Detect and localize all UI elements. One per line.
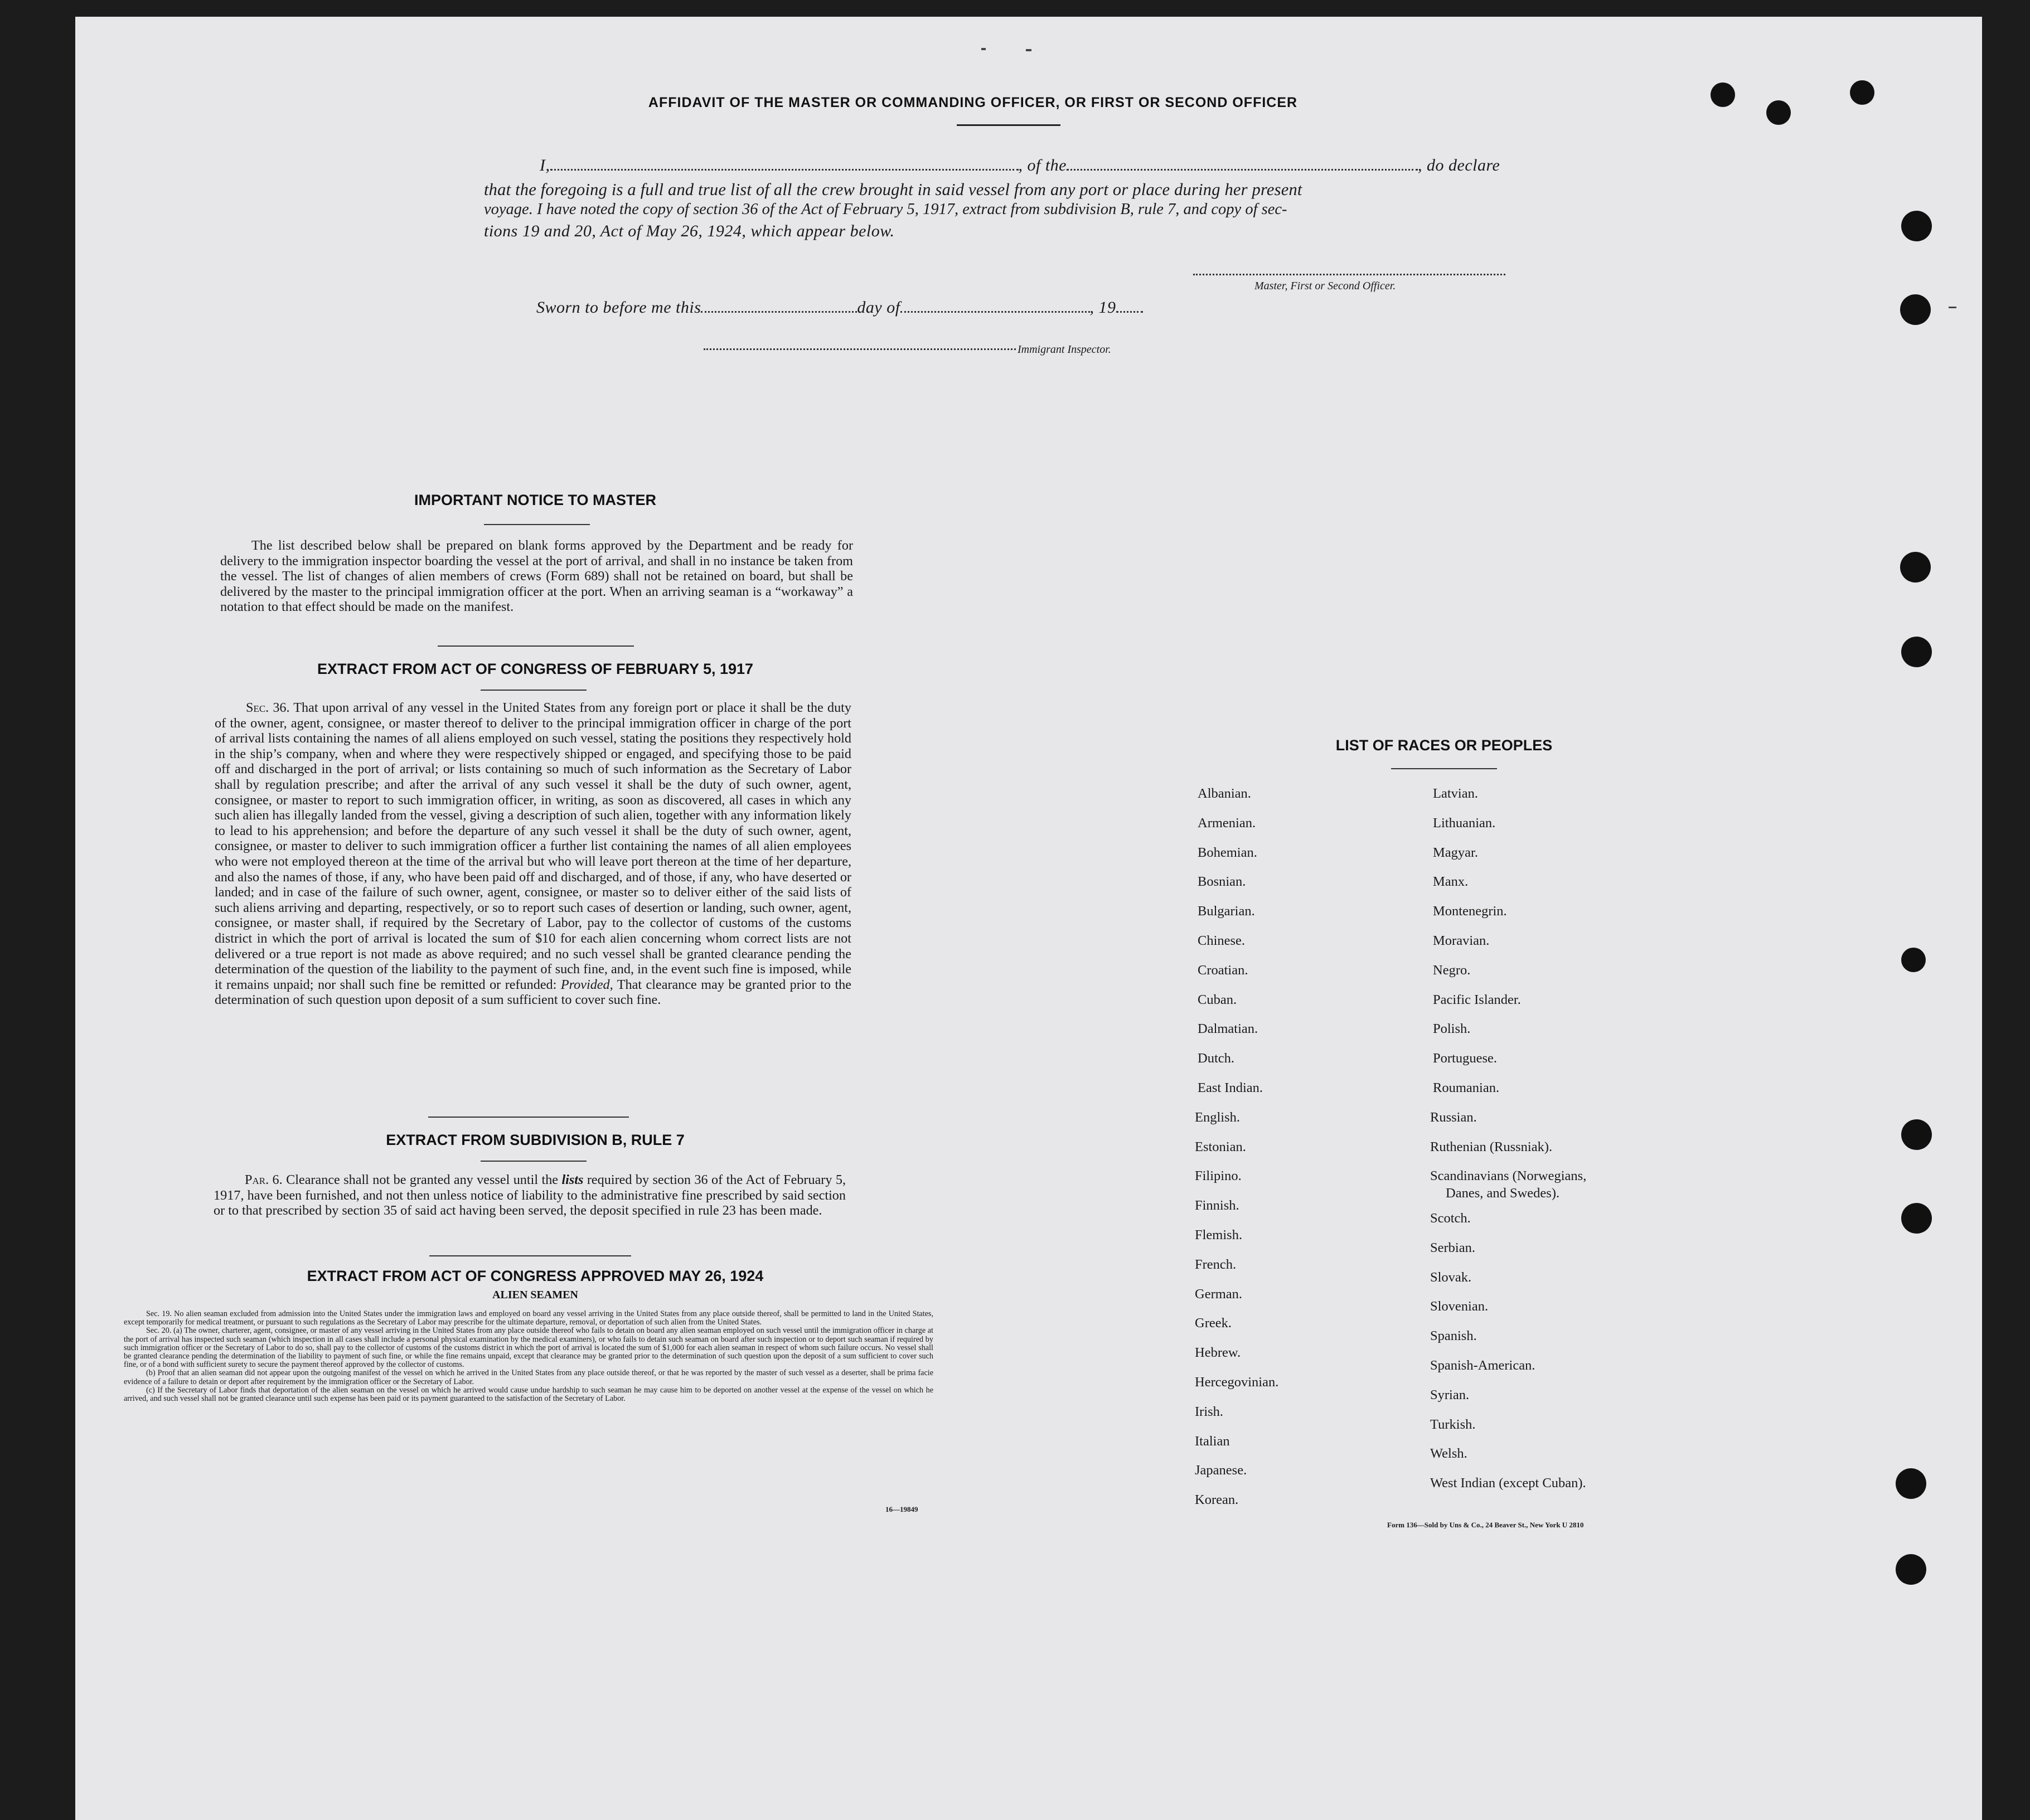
master-signature-line[interactable] — [1193, 273, 1505, 275]
race-item: East Indian. — [1198, 1080, 1263, 1095]
master-signature-label: Master, First or Second Officer. — [1254, 280, 1396, 292]
alien-seamen-subtitle: ALIEN SEAMEN — [492, 1289, 578, 1301]
race-item: Welsh. — [1430, 1446, 1467, 1462]
race-item: Croatian. — [1198, 962, 1248, 978]
subdivision-text — [214, 1172, 846, 1219]
race-item: Moravian. — [1433, 933, 1490, 948]
race-item: Bohemian. — [1198, 845, 1257, 860]
par-6-text-a: Clearance shall not be granted any vessel until the — [286, 1172, 559, 1187]
declaration-i: I, — [540, 156, 550, 174]
punch-hole — [1901, 948, 1926, 972]
sworn-day-field[interactable] — [701, 300, 857, 313]
sec-36-body: That upon arrival of any vessel in the United States from any foreign port or place it shall be the duty of the owner, agent, consignee, or master thereof to deliver to the principal immigration officer in charge of the port of arrival lists containing the names of all aliens employed on such vessel, stating the positions they respectively hold in the ship’s company, when and where they were respectively shipped or engaged, and specifying those to be paid off and discharged in the port of arrival; or lists containing so much of such information as the Secretary of Labor shall by regulation prescribe; and after the arrival of any such vessel it shall be the duty of such owner, agent, consignee, or master to report to such immigration officer, in writing, as soon as discovered, all cases in which any such alien has illegally landed from the vessel, giving a description of such alien, together with any information likely to lead to his apprehension; and before the departure of any such vessel it shall be the duty of such owner, agent, consignee, or master to deliver to such immigration officer a further list containing the names of all alien employees who were not employed thereon at the time of the arrival but who will leave port thereon at the time of her departure, and also the names of those, if any, who have been paid off and discharged, and of those, if any, who have deserted or landed; and in case of the failure of such owner, agent, consignee, or master so to deliver either of the said lists of such aliens arriving and departing, respectively, or so to report such cases of desertion or landing, such owner, agent, consignee, or master shall, if required by the Secretary of Labor, pay to the collector of customs of the customs district in which the port of arrival is located the sum of $10 for each alien concerning whom correct lists are not delivered or a true report is not made as above required; and no such vessel shall be granted clearance pending the determination of the question of the liability to the payment of such fine, and, in the event such fine is imposed, while it remains unpaid; nor shall such fine be remitted or refunded: — [215, 700, 851, 992]
punch-hole — [1901, 1119, 1932, 1150]
race-item: Portuguese. — [1433, 1051, 1497, 1066]
race-item: Scotch. — [1430, 1211, 1471, 1226]
extract-1917-divider — [428, 1117, 629, 1118]
punch-hole — [1896, 1468, 1926, 1499]
race-item: Cuban. — [1198, 992, 1237, 1007]
race-item: Finnish. — [1195, 1198, 1239, 1214]
sec-20c-text: (c) If the Secretary of Labor finds that deportation of the alien seaman on the vessel on which he arrived would cause undue hardship to such seaman he may cause him to be deported on another vessel at the expense of the vessel on which he arrived, and such vessel shall not be granted clearance until such expense has been paid or its payment guaranteed to the satisfaction of the Secretary of Labor. — [124, 1385, 933, 1404]
race-item: Latvian. — [1433, 786, 1478, 801]
declaration-line-2: that the foregoing is a full and true list of all the crew brought in said vessel from any port or place during her present — [484, 180, 1302, 199]
inspector-signature-line[interactable] — [704, 348, 1016, 350]
declaration-line-4: tions 19 and 20, Act of May 26, 1924, which appear below. — [484, 222, 895, 240]
races-title: LIST OF RACES OR PEOPLES — [1335, 737, 1553, 754]
race-item: Italian — [1195, 1433, 1230, 1449]
race-item: Danes, and Swedes). — [1446, 1186, 1560, 1201]
sworn-prefix: Sworn to before me this — [536, 298, 701, 317]
name-field[interactable] — [550, 158, 1019, 171]
dust-speck — [1026, 49, 1031, 51]
subdivision-title: EXTRACT FROM SUBDIVISION B, RULE 7 — [386, 1132, 685, 1148]
sworn-day-of: day of — [857, 298, 900, 317]
dust-speck — [981, 48, 986, 50]
race-item: Bulgarian. — [1198, 904, 1255, 919]
sec-19-text: Sec. 19. No alien seaman excluded from admission into the United States under the immigration laws and employed on board any vessel arriving in the United States from any place outside thereof, shall be permitted to land in the United States, except temporarily for medical treatment, or pursuant to such regulations as the Secretary of Labor may prescribe for the ultimate departure, removal, or deportation of such alien from the United States. — [124, 1309, 933, 1327]
race-item: Filipino. — [1195, 1168, 1242, 1184]
race-item: Hebrew. — [1195, 1345, 1241, 1361]
race-item: Serbian. — [1430, 1240, 1475, 1255]
race-item: Hercegovinian. — [1195, 1375, 1279, 1390]
sec-36-label: Sec. 36. — [246, 700, 290, 715]
race-item: Spanish-American. — [1430, 1358, 1535, 1373]
extract-1917-rule — [481, 690, 587, 691]
race-item: Negro. — [1433, 962, 1471, 978]
race-item: Magyar. — [1433, 845, 1478, 860]
race-item: Estonian. — [1195, 1139, 1246, 1154]
declaration-declare: , do declare — [1418, 156, 1500, 174]
punch-hole — [1850, 80, 1874, 105]
dust-speck — [1949, 307, 1956, 308]
extract-1917-text — [215, 700, 851, 1008]
extract-1917-title: EXTRACT FROM ACT OF CONGRESS OF FEBRUARY 5, 1917 — [317, 661, 754, 677]
sec-20a-text: Sec. 20. (a) The owner, charterer, agent, consignee, or master of any vessel arriving in the United States from any place outside thereof who fails to detain on board any alien seaman employed on such vessel until the immigration officer in charge at the port of arrival has inspected such seaman (which inspection in all cases shall include a personal physical examination by the medical examiners), or who fails to detain such seaman on board after such inspection or to deport such seaman if required by such immigration officer or the Secretary of Labor to do so, shall pay to the collector of customs of the customs district in which the port of arrival is located the sum of $1,000 for each alien seaman in respect of whom such failure occurs. No vessel shall be granted clearance pending the determination of the liability to payment of such fine, or while the fine remains unpaid, except that clearance may be granted prior to the determination of such question upon the deposit of a sum sufficient to cover such fine, or of a bond with sufficient surety to secure the payment thereof approved by the collector of customs. — [124, 1326, 933, 1370]
subdivision-rule — [481, 1161, 587, 1162]
race-item: Scandinavians (Norwegians, — [1430, 1168, 1587, 1184]
race-item: Manx. — [1433, 874, 1469, 890]
sworn-line — [536, 298, 1143, 317]
notice-rule — [484, 524, 590, 525]
notice-body: The list described below shall be prepared on blank forms approved by the Department and be ready for delivery to the immigration inspector boarding the vessel at the port of arrival, and shall in no instance be taken from the vessel. The list of changes of alien members of crews (Form 689) shall not be retained on board, but shall be delivered by the master to the principal immigration officer at the port. When an arriving seaman is a “workaway” a notation to that effect should be made on the manifest. — [220, 538, 853, 615]
notice-divider — [438, 646, 634, 647]
punch-hole — [1900, 552, 1931, 583]
declaration-line-3: voyage. I have noted the copy of section 36 of the Act of February 5, 1917, extract from subdivision B, rule 7, and copy of sec- — [484, 201, 1287, 218]
punch-hole — [1901, 637, 1932, 667]
sec-36-end: That clearance may be granted prior to the determination of such question upon deposit of a sum sufficient to cover such fine. — [215, 977, 851, 1008]
race-item: Slovenian. — [1430, 1299, 1489, 1314]
race-item: Pacific Islander. — [1433, 992, 1521, 1007]
affidavit-title: AFFIDAVIT OF THE MASTER OR COMMANDING OFFICER, OR FIRST OR SECOND OFFICER — [648, 95, 1298, 110]
race-item: Slovak. — [1430, 1269, 1472, 1285]
race-item: Syrian. — [1430, 1387, 1470, 1402]
race-item: Albanian. — [1198, 786, 1251, 801]
race-item: Lithuanian. — [1433, 815, 1496, 831]
race-item: Spanish. — [1430, 1328, 1477, 1344]
race-item: Polish. — [1433, 1021, 1471, 1037]
race-item: Russian. — [1430, 1109, 1477, 1125]
race-item: Dutch. — [1198, 1051, 1234, 1066]
race-item: Ruthenian (Russniak). — [1430, 1139, 1553, 1154]
race-item: Chinese. — [1198, 933, 1246, 948]
sworn-year-field[interactable] — [1116, 300, 1143, 313]
race-item: Dalmatian. — [1198, 1021, 1258, 1037]
punch-hole — [1766, 100, 1791, 125]
punch-hole — [1711, 82, 1735, 107]
notice-title: IMPORTANT NOTICE TO MASTER — [414, 492, 656, 508]
race-item: West Indian (except Cuban). — [1430, 1476, 1586, 1491]
lists-word: lists — [561, 1172, 584, 1187]
provided-word: Provided, — [560, 977, 613, 992]
vessel-field[interactable] — [1067, 158, 1418, 171]
punch-hole — [1900, 294, 1931, 325]
punch-hole — [1901, 211, 1932, 241]
race-item: Flemish. — [1195, 1227, 1243, 1243]
race-item: Greek. — [1195, 1316, 1232, 1331]
punch-hole — [1896, 1554, 1926, 1585]
extract-1924-text — [124, 1310, 933, 1403]
extract-1924-title: EXTRACT FROM ACT OF CONGRESS APPROVED MAY 26, 1924 — [307, 1268, 764, 1284]
declaration-of: , of the — [1018, 156, 1067, 174]
sec-20b-text: (b) Proof that an alien seaman did not appear upon the outgoing manifest of the vessel on which he arrived in the United States from any place outside thereof, or that he was reported by the master of such vessel as a deserter, shall be prima facie evidence of a failure to detain or deport after requirement by the immigration officer or the Secretary of Labor. — [124, 1368, 933, 1386]
race-item: English. — [1195, 1109, 1240, 1125]
par-6-text-b: required by section 36 of the Act of February 5, 1917, have been furnished, and not then unless notice of liability to the administrative fine prescribed by said section or to that prescribed by section 35 of said act having been served, the deposit specified in rule 23 has been made. — [214, 1172, 846, 1219]
declaration-line-1 — [540, 156, 1500, 175]
sworn-month-field[interactable] — [900, 300, 1090, 313]
race-item: Korean. — [1195, 1492, 1239, 1508]
form-note: Form 136—Sold by Uns & Co., 24 Beaver St., New York U 2810 — [1387, 1521, 1584, 1529]
race-item: Armenian. — [1198, 815, 1256, 831]
title-rule — [957, 124, 1060, 126]
print-code: 16—19849 — [885, 1505, 918, 1513]
race-item: Turkish. — [1430, 1416, 1476, 1432]
par-6-label: Par. 6. — [245, 1172, 283, 1187]
race-item: French. — [1195, 1256, 1237, 1272]
race-item: Roumanian. — [1433, 1080, 1500, 1095]
inspector-signature-label: Immigrant Inspector. — [1018, 343, 1111, 356]
race-item: Irish. — [1195, 1404, 1224, 1419]
sworn-year: , 19 — [1089, 298, 1116, 317]
punch-hole — [1901, 1203, 1932, 1234]
race-item: Japanese. — [1195, 1463, 1247, 1478]
races-rule — [1391, 768, 1497, 769]
race-item: German. — [1195, 1286, 1243, 1302]
subdivision-divider — [429, 1255, 631, 1256]
race-item: Bosnian. — [1198, 874, 1246, 890]
race-item: Montenegrin. — [1433, 904, 1507, 919]
notice-text — [220, 538, 853, 615]
